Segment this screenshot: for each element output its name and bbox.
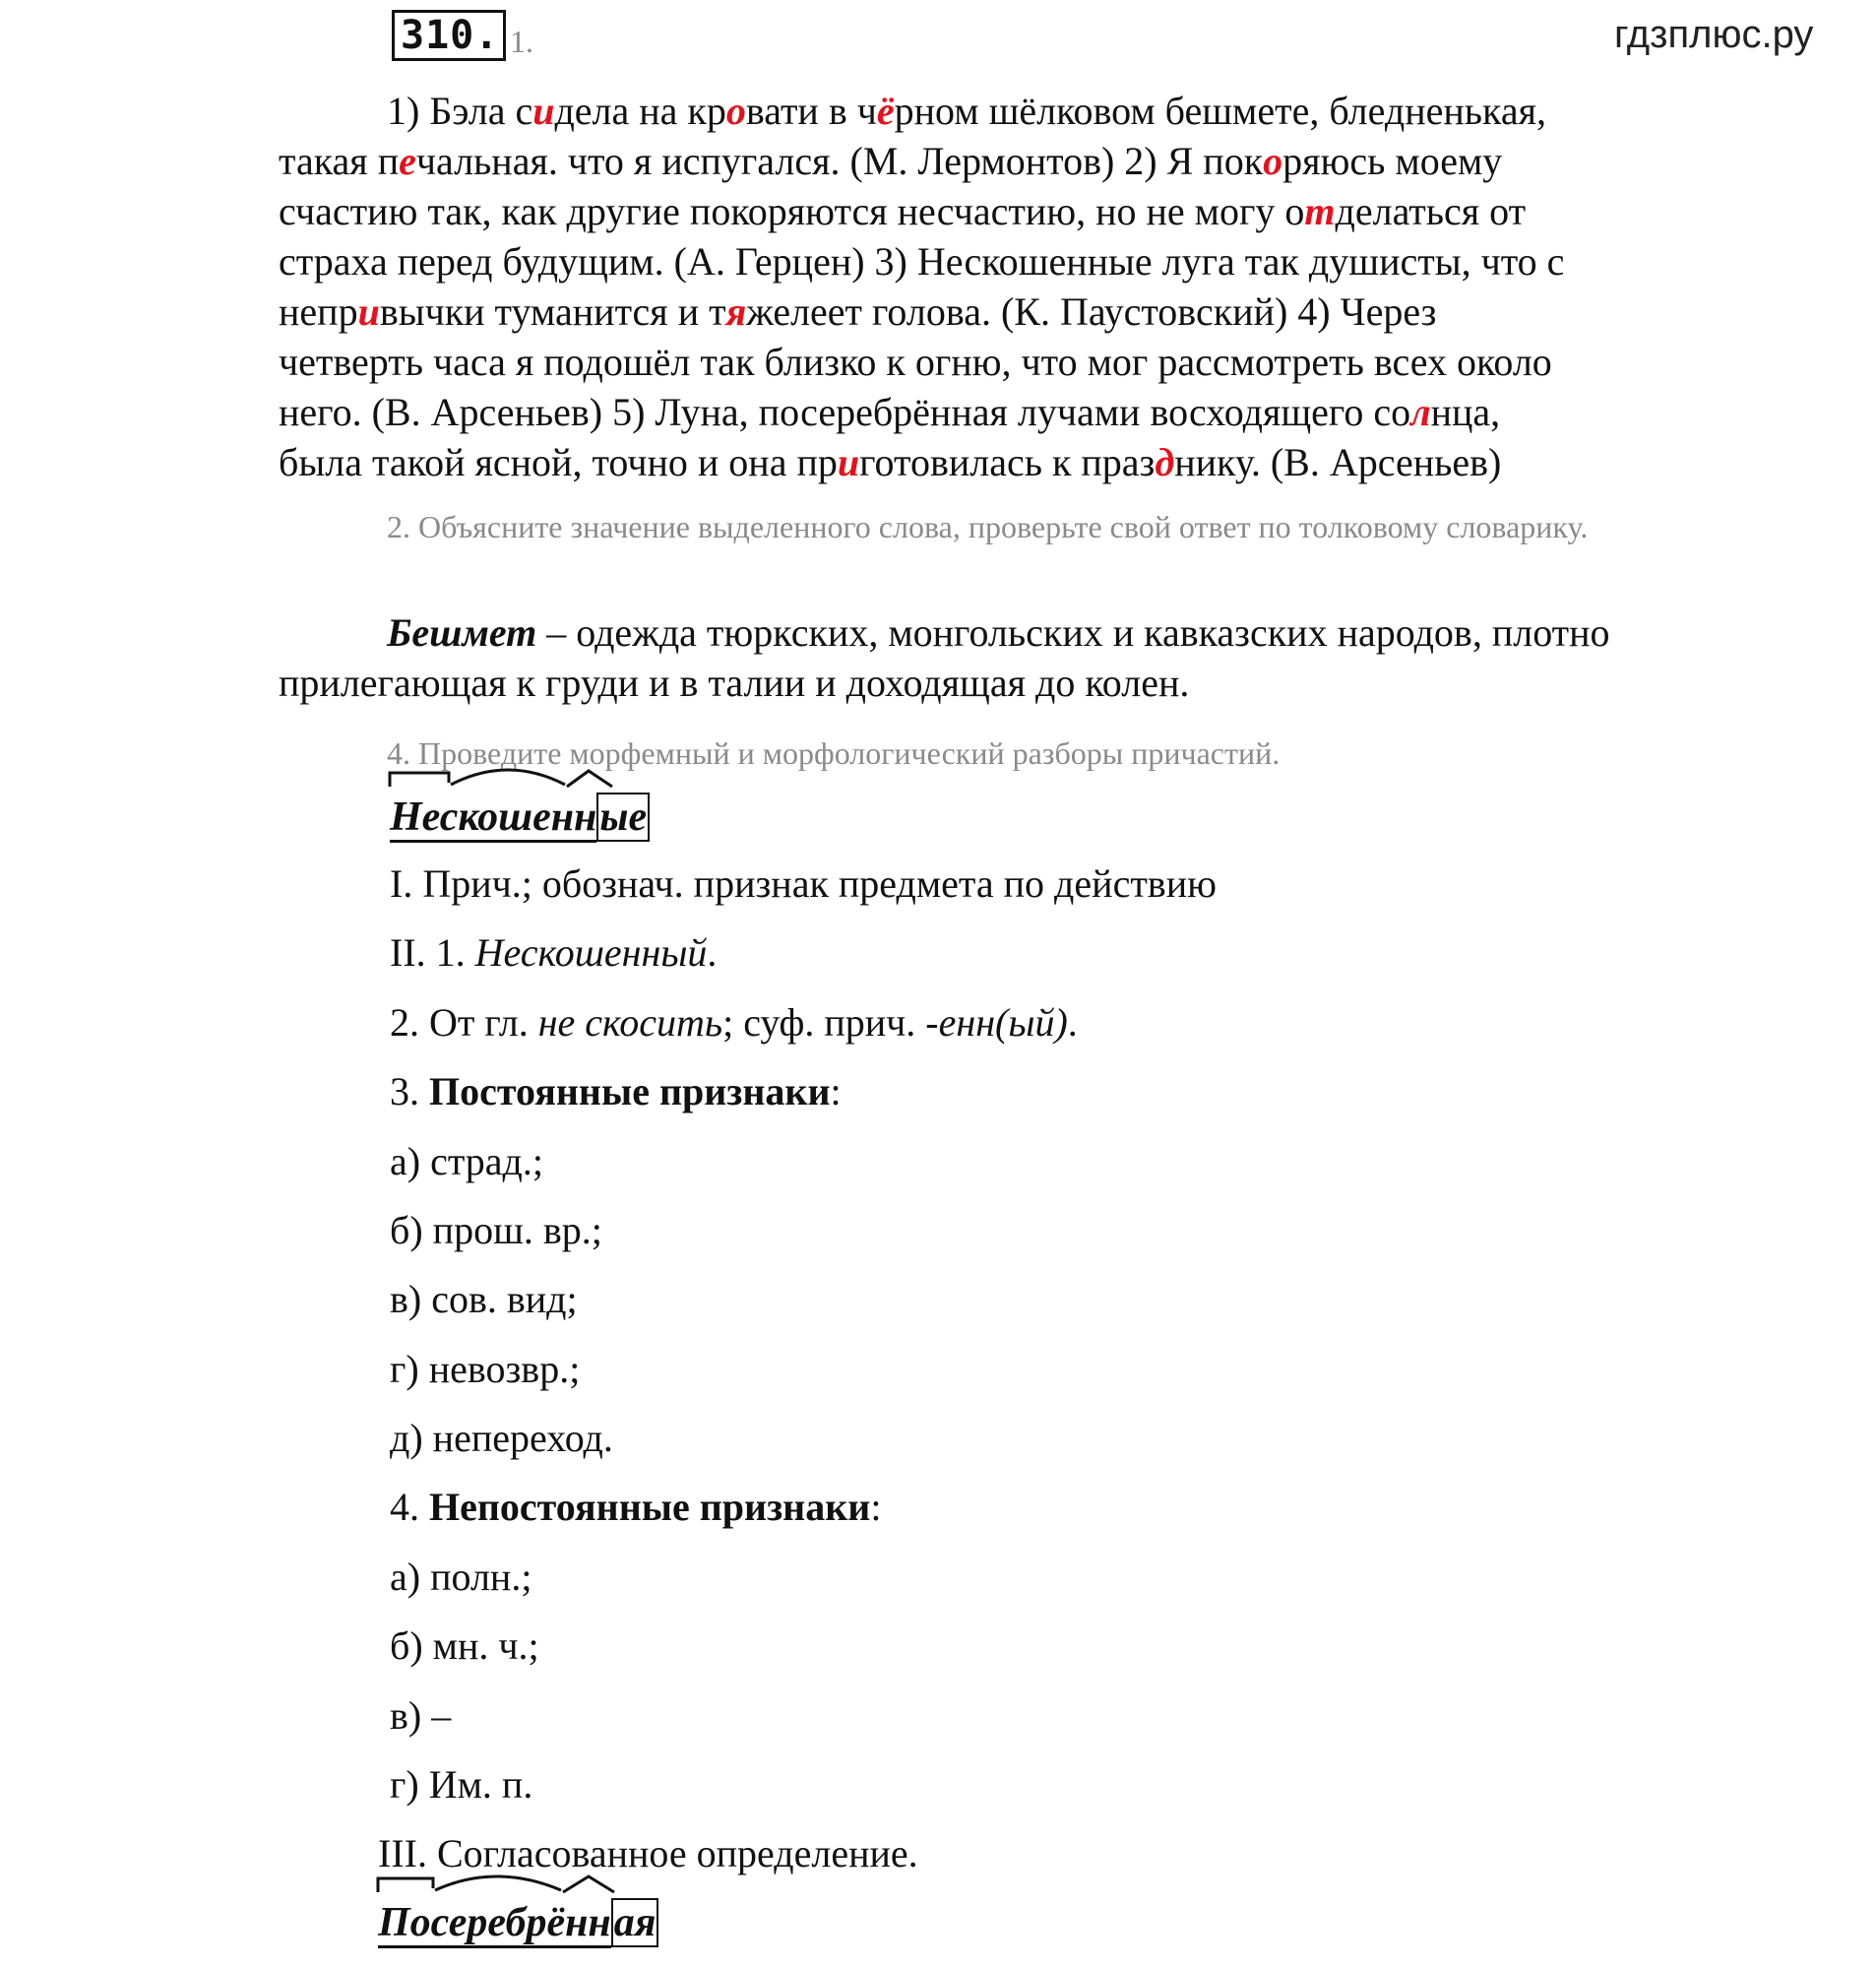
text-line-5: непривычки туманится и тяжелеет голова. (К. Паустовский) 4) Через	[279, 289, 1437, 334]
definition	[279, 607, 1735, 708]
text-line-3: счастию так, как другие покоряются несчастию, но не могу отделаться от	[279, 189, 1527, 233]
analysis-ii-4: 4. Непостоянные признаки:	[390, 1485, 882, 1529]
text-line-7: него. (В. Арсеньев) 5) Луна, посеребрённая лучами восходящего солнца,	[279, 390, 1501, 434]
const-feature-c: в) сов. вид;	[390, 1277, 578, 1321]
var-feature-c: в) –	[390, 1693, 452, 1738]
task-4-instruction: 4. Проведите морфемный и морфологический разборы причастий.	[387, 735, 1281, 771]
definition-term: Бешмет	[387, 610, 537, 655]
var-feature-b: б) мн. ч.;	[390, 1623, 539, 1668]
analysis-iii: III. Согласованное определение.	[378, 1831, 918, 1875]
exercise-text	[279, 86, 1735, 487]
var-feature-d: г) Им. п.	[390, 1762, 533, 1807]
var-feature-a: а) полн.;	[390, 1555, 532, 1599]
definition-text: – одежда тюркских, монгольских и кавказских народов, плотно прилегающая к груди и в талии и доходящая до колен.	[279, 610, 1610, 705]
task-2-instruction: 2. Объясните значение выделенного слова, проверьте свой ответ по толковому словарику.	[387, 509, 1589, 544]
const-feature-e: д) непереход.	[390, 1416, 613, 1460]
const-feature-a: а) страд.;	[390, 1139, 544, 1183]
analysis-ii-3: 3. Постоянные признаки:	[390, 1069, 842, 1113]
morpheme-word-2: Посеребрённая	[378, 1898, 658, 1947]
text-line-6: четверть часа я подошёл так близко к огню, что мог рассмотреть всех около	[279, 340, 1552, 384]
morpheme-marks-1	[390, 771, 675, 800]
text-line-8: была такой ясной, точно и она приготовилась к празднику. (В. Арсеньев)	[279, 440, 1502, 484]
analysis-ii-2: 2. От гл. не скосить; суф. прич. -енн(ый).	[390, 1000, 1078, 1045]
text-line-4: страха перед будущим. (А. Герцен) 3) Нескошенные луга так душисты, что с	[279, 239, 1565, 284]
text-line-1: 1) Бэла сидела на кровати в чёрном шёлковом бешмете, бледненькая,	[387, 89, 1547, 133]
exercise-number: 310.	[392, 14, 506, 57]
analysis-i: I. Прич.; обознач. признак предмета по действию	[390, 861, 1217, 906]
site-name: гдзплюс.ру	[1614, 13, 1814, 56]
morpheme-word-1: Нескошенные	[390, 793, 650, 842]
analysis-ii-1: II. 1. Нескошенный.	[390, 930, 718, 975]
text-line-2: такая печальная. что я испугался. (М. Лермонтов) 2) Я покоряюсь моему	[279, 139, 1503, 183]
const-feature-b: б) прош. вр.;	[390, 1208, 602, 1252]
morpheme-marks-2	[378, 1876, 673, 1906]
task-1-label: 1.	[510, 24, 533, 59]
const-feature-d: г) невозвр.;	[390, 1347, 581, 1391]
